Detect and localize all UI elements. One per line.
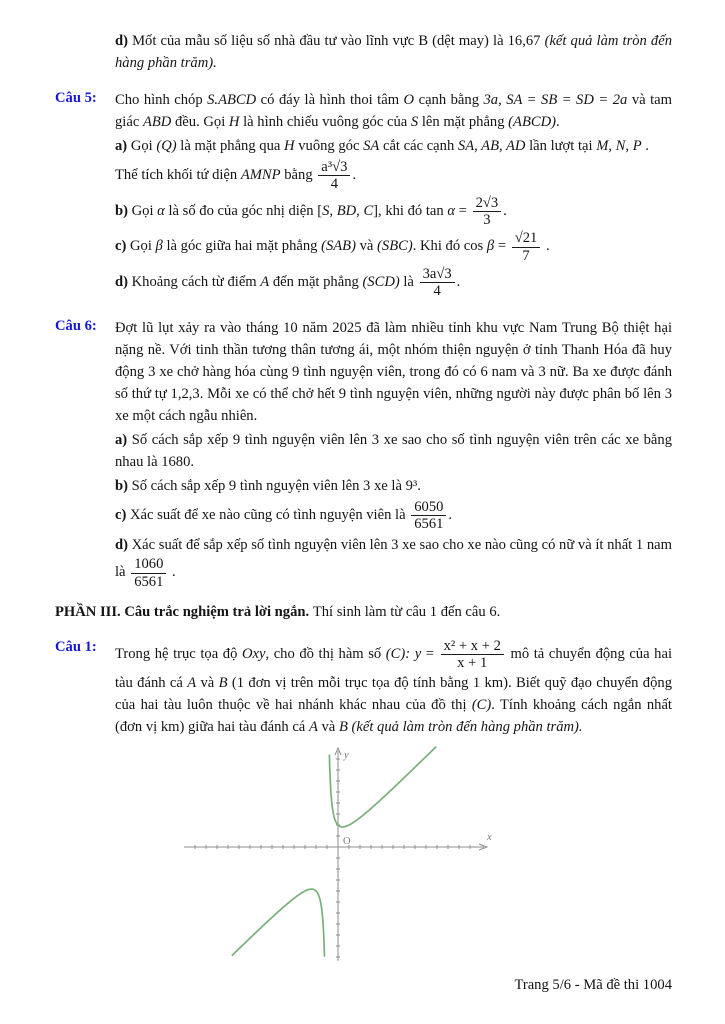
text-run: Đợt lũ lụt xảy ra vào tháng 10 năm 2025 đã làm nhiều tỉnh khu vực Nam Trung Bộ thiệt hại nặng nề. Với tinh thần tương thân tương ái, một nhóm thiện nguyện ở tỉnh Thanh Hóa đã huy động 3 xe chở hàng hóa cùng 9 tình nguyện viên, trong đó có 6 nam và 3 nữ. Ba xe được đánh số thứ tự 1,2,3. Mỗi xe có thể chở hết 9 tình nguyện viên, những người này được phân bố lên 3 xe một cách ngẫu nhiên. (115, 319, 672, 424)
text-run: và (196, 674, 219, 691)
question-paragraph (115, 135, 672, 157)
text-run: . (503, 202, 507, 219)
fraction (316, 159, 352, 193)
question-paragraph (115, 266, 672, 300)
text-run: SA (363, 138, 380, 154)
text-run: (ABCD) (508, 114, 556, 130)
page-footer: Trang 5/6 - Mã đề thi 1004 (514, 977, 672, 993)
fraction-denominator: 6561 (411, 515, 446, 532)
text-run: = (494, 238, 510, 255)
fraction-denominator: 3 (473, 211, 502, 228)
text-run: , cho đồ thị hàm số (265, 646, 386, 663)
text-run: d) (115, 537, 132, 554)
fraction-denominator: 4 (318, 175, 350, 192)
text-run: . (456, 274, 461, 291)
text-run: (Q) (156, 138, 177, 154)
text-run: mô tả chuyển động của hai tàu đánh cá (115, 646, 672, 691)
text-run: c) (115, 238, 130, 255)
text-run: đều. Gọi (171, 114, 229, 130)
text-run: B (218, 674, 228, 691)
text-run: (1 đơn vị trên mỗi trục tọa độ tính bằng 1 km). Biết quỹ đạo chuyển động của hai tàu luôn thuộc về hai nhánh khác nhau của đồ thị (115, 674, 672, 713)
text-run: A (308, 718, 318, 735)
fraction (418, 266, 457, 300)
text-run: Thể tích khối tứ diện (115, 167, 241, 184)
text-run: (SAB) (321, 238, 356, 255)
text-run: . (556, 114, 560, 130)
text-run: α (157, 202, 165, 219)
text-run: ABD (142, 114, 172, 130)
function-graph (183, 746, 497, 964)
text-run: (kết quả làm tròn đến hàng phần trăm). (351, 718, 583, 735)
text-run: Trong hệ trục tọa độ (115, 646, 242, 663)
question-paragraph (115, 317, 672, 427)
fraction-denominator: x + 1 (441, 654, 504, 671)
question-block (55, 87, 672, 302)
text-run: cắt các cạnh (379, 138, 458, 154)
text-run: Số cách sắp xếp 9 tình nguyện viên lên 3 xe là 9³. (131, 477, 421, 494)
text-run: H (228, 114, 240, 130)
text-run: là mặt phẳng qua (176, 138, 285, 154)
question-body (115, 315, 672, 592)
text-run: (C): y (385, 646, 422, 663)
text-run: là số đo của góc nhị diện [ (164, 202, 323, 219)
text-run: ], khi đó tan (373, 202, 448, 219)
text-run: bằng (280, 167, 317, 184)
text-run: SA, AB, AD (457, 138, 526, 154)
text-run: Thí sinh làm từ câu 1 đến câu 6. (312, 604, 501, 621)
text-run: lần lượt tại (525, 138, 597, 154)
fraction-numerator: 3a√3 (422, 266, 452, 283)
text-run: Xác suất để sắp xếp số tình nguyện viên lên 3 xe sao cho xe nào cũng có nữ và ít nhất 1 nam là (115, 537, 672, 581)
fraction-numerator: x² + x + 2 (443, 638, 501, 655)
text-run: A (260, 274, 270, 291)
text-run: Mốt của mẫu số liệu số nhà đầu tư vào lĩnh vực B (dệt may) là 16,67 (132, 33, 545, 49)
text-run: b) (115, 477, 132, 494)
text-run: (C) (471, 696, 492, 713)
text-run: đến mặt phẳng (269, 274, 363, 291)
question-paragraph (115, 159, 672, 193)
text-run: d) (115, 33, 133, 49)
fraction (471, 195, 504, 229)
fraction-denominator: 4 (420, 282, 455, 299)
text-run: β (155, 238, 163, 255)
text-run: và tam giác (115, 92, 672, 130)
text-run: S.ABCD (207, 92, 257, 108)
text-run: Xác suất để xe nào cũng có tình nguyện viên là (130, 506, 410, 523)
text-run: A (187, 674, 197, 691)
text-run: α (447, 202, 456, 219)
question-paragraph (115, 638, 672, 738)
text-run: là góc giữa hai mặt phẳng (162, 238, 322, 255)
text-run: b) (115, 202, 132, 219)
text-run: và (355, 238, 378, 255)
text-run: . (448, 506, 453, 523)
question-block (55, 315, 672, 592)
text-run: . (168, 564, 176, 581)
text-run: vuông góc (294, 138, 364, 154)
text-run: H (284, 138, 295, 154)
question-paragraph (115, 499, 672, 533)
question-paragraph (115, 534, 672, 590)
text-run: . Tính khoảng cách ngắn nhất (đơn vị km) giữa hai tàu đánh cá (115, 696, 672, 735)
fraction-numerator: √21 (514, 230, 538, 247)
text-run: a) (115, 431, 132, 448)
text-run: S (410, 114, 419, 130)
text-run: β (486, 238, 495, 255)
text-run: là hình chiếu vuông góc của (239, 114, 411, 130)
text-run: = (455, 202, 471, 219)
question-label: Câu 1: (55, 639, 97, 656)
text-run: d) (115, 274, 132, 291)
text-run: . (542, 238, 550, 255)
fraction-denominator: 7 (512, 247, 541, 264)
question-paragraph (115, 195, 672, 229)
text-run: B (338, 718, 348, 735)
fraction-numerator: 2√3 (475, 194, 499, 211)
fraction (439, 638, 506, 672)
text-run: a) (115, 138, 131, 154)
text-run: . Khi đó cos (412, 238, 487, 255)
section-heading (55, 601, 672, 623)
fraction-numerator: a³√3 (321, 159, 348, 175)
x-axis-label: x (487, 831, 492, 843)
question-body (115, 87, 672, 302)
text-run: . (641, 138, 649, 154)
statement-item (115, 30, 672, 74)
question-paragraph (115, 429, 672, 473)
question-body (115, 636, 672, 740)
text-run: (SBC) (377, 238, 413, 255)
fraction (129, 556, 168, 590)
origin-label: O (343, 835, 351, 847)
text-run: Số cách sắp xếp 9 tình nguyện viên lên 3 xe sao cho số tình nguyện viên trên các xe bằng nhau là 1680. (115, 431, 672, 470)
function-graph-svg (183, 746, 497, 964)
text-run: Oxy (241, 646, 266, 663)
text-run: (SCD) (362, 274, 400, 291)
left-branch (232, 889, 324, 956)
text-run: cạnh bằng (414, 92, 484, 108)
fraction-numerator: 6050 (414, 498, 444, 515)
text-run: là (399, 274, 418, 291)
question-label: Câu 5: (55, 90, 97, 106)
text-run: Gọi (130, 238, 156, 255)
text-run: có đáy là hình thoi tâm (256, 92, 404, 108)
question-paragraph (115, 230, 672, 264)
text-run: S, BD, C (322, 202, 374, 219)
text-run: . (352, 167, 357, 184)
text-run: AMNP (240, 167, 281, 184)
fraction (510, 230, 543, 264)
text-run: lên mặt phẳng (418, 114, 509, 130)
text-run: Cho hình chóp (115, 92, 208, 108)
text-run: c) (115, 506, 130, 523)
y-axis-label: y (344, 749, 349, 761)
text-run: PHẦN III. Câu trắc nghiệm trả lời ngắn. (55, 604, 313, 621)
text-run: Khoảng cách từ điểm (131, 274, 261, 291)
question-paragraph (115, 89, 672, 133)
fraction (409, 499, 448, 533)
text-run: O (403, 92, 415, 108)
text-run: và (317, 718, 339, 735)
fraction-denominator: 6561 (131, 573, 166, 590)
question-label: Câu 6: (55, 317, 97, 334)
text-run: M, N, P (596, 138, 642, 154)
text-run: Gọi (131, 202, 158, 219)
text-run: (kết quả làm tròn đến hàng phần trăm). (115, 33, 673, 71)
text-run: = (421, 646, 439, 663)
question-paragraph (115, 475, 672, 497)
question-block (55, 636, 672, 740)
text-run: 3a, SA = SB = SD = 2a (483, 92, 628, 108)
fraction-numerator: 1060 (134, 556, 164, 573)
text-run: Gọi (130, 138, 157, 154)
